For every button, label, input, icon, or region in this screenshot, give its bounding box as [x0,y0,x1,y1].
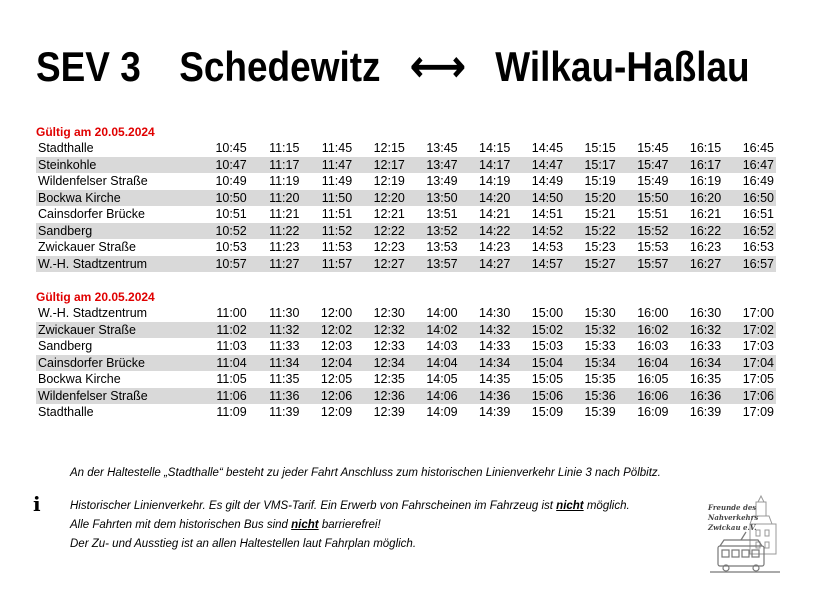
departure-time: 16:35 [689,372,722,386]
departure-time: 16:02 [618,322,671,339]
departure-time: 14:05 [426,372,458,386]
departure-time: 12:20 [354,190,407,207]
departure-time: 16:36 [670,388,723,405]
departure-time: 12:17 [354,157,407,174]
timetable-grid [36,140,776,272]
departure-time: 15:15 [584,141,616,155]
departure-time: 11:09 [216,405,247,419]
departure-time: 14:52 [512,223,565,240]
departure-time: 15:45 [637,141,669,155]
departure-time: 14:53 [531,240,564,254]
note-line: Der Zu- und Ausstieg ist an allen Haltestellen laut Fahrplan möglich. [70,538,417,550]
table-row [36,322,776,339]
stop-name: Wildenfelser Straße [36,388,196,405]
departure-time: 15:30 [584,306,616,320]
departure-time: 12:21 [373,207,405,221]
departure-time: 12:39 [373,405,405,419]
departure-time: 10:49 [215,174,247,188]
departure-time: 14:15 [479,141,511,155]
departure-time: 14:34 [460,355,513,372]
route-origin: Schedewitz [179,42,381,90]
departure-time: 16:19 [689,174,722,188]
departure-time: 15:09 [531,405,564,419]
info-notes [70,497,630,554]
departure-time: 11:51 [321,207,353,221]
departure-time: 15:23 [584,240,616,254]
departure-time: 12:06 [301,388,354,405]
departure-time: 14:00 [426,306,458,320]
departure-time: 12:27 [354,256,407,273]
departure-time: 14:27 [460,256,513,273]
departure-time: 11:52 [301,223,354,240]
connection-note: An der Haltestelle „Stadthalle“ besteht zu jeder Fahrt Anschluss zum historischen Linienverkehr Linie 3 nach Pölbitz. [70,467,661,479]
departure-time: 11:57 [301,256,354,273]
table-row [36,157,776,174]
departure-time: 14:30 [479,306,511,320]
departure-time: 13:53 [426,240,458,254]
departure-time: 11:35 [269,372,300,386]
departure-time: 15:33 [584,339,616,353]
stop-name: Zwickauer Straße [38,240,136,254]
departure-time: 13:47 [407,157,460,174]
note-text: barrierefrei! [318,519,381,531]
departure-time: 15:53 [637,240,669,254]
departure-time: 14:22 [460,223,513,240]
departure-time: 14:20 [460,190,513,207]
stop-name: Stadthalle [38,405,94,419]
departure-time: 16:09 [637,405,669,419]
note-emphasis: nicht [291,519,319,531]
table-row [36,239,776,256]
departure-time: 15:32 [565,322,618,339]
departure-time: 15:22 [565,223,618,240]
departure-time: 11:50 [301,190,354,207]
departure-time: 15:51 [637,207,669,221]
departure-time: 12:36 [354,388,407,405]
note-text: Alle Fahrten mit dem historischen Bus sind [70,519,292,531]
table-row [36,388,776,405]
departure-time: 12:00 [320,306,353,320]
timetable-outbound [36,124,776,272]
route-destination: Wilkau-Haßlau [495,42,750,90]
logo-text-line: Zwickau e.V. [708,523,757,532]
departure-time: 14:35 [479,372,511,386]
departure-time: 17:09 [742,405,774,419]
departure-time: 16:30 [689,306,722,320]
departure-time: 11:00 [216,306,247,320]
departure-time: 16:39 [689,405,722,419]
departure-time: 12:35 [373,372,405,386]
departure-time: 11:03 [216,339,247,353]
departure-time: 10:57 [196,256,249,273]
departure-time: 11:39 [269,405,300,419]
validity-label: Gültig am 20.05.2024 [36,125,155,139]
departure-time: 11:36 [249,388,302,405]
departure-time: 16:17 [670,157,723,174]
departure-time: 12:22 [354,223,407,240]
departure-time: 16:45 [742,141,774,155]
departure-time: 11:34 [249,355,302,372]
departure-time: 15:17 [565,157,618,174]
departure-time: 10:52 [196,223,249,240]
departure-time: 17:00 [742,306,774,320]
departure-time: 11:02 [196,322,249,339]
departure-time: 15:00 [531,306,564,320]
departure-time: 10:51 [215,207,247,221]
stop-name: Cainsdorfer Brücke [36,355,196,372]
stop-name: W.-H. Stadtzentrum [36,256,196,273]
stop-name: Bockwa Kirche [36,190,196,207]
departure-time: 11:05 [216,372,247,386]
departure-time: 14:33 [479,339,511,353]
table-row [36,190,776,207]
departure-time: 10:53 [215,240,247,254]
departure-time: 14:45 [531,141,564,155]
departure-time: 16:22 [670,223,723,240]
table-row [36,173,776,190]
departure-time: 14:03 [426,339,458,353]
departure-time: 15:02 [512,322,565,339]
departure-time: 13:45 [426,141,458,155]
departure-time: 12:03 [320,339,353,353]
departure-time: 11:21 [269,207,300,221]
departure-time: 14:36 [460,388,513,405]
departure-time: 15:57 [618,256,671,273]
departure-time: 16:15 [689,141,722,155]
departure-time: 16:53 [742,240,774,254]
note-line [70,516,630,535]
departure-time: 14:39 [479,405,511,419]
departure-time: 13:51 [426,207,458,221]
departure-time: 12:09 [320,405,353,419]
departure-time: 12:15 [373,141,405,155]
departure-time: 11:27 [249,256,302,273]
logo-text-line: Freunde des [708,503,757,512]
stop-name: Sandberg [36,223,196,240]
departure-time: 16:50 [723,190,776,207]
departure-time: 15:39 [584,405,616,419]
note-text: Historischer Linienverkehr. Es gilt der VMS-Tarif. Ein Erwerb von Fahrscheinen im Fahrzeug ist [70,500,557,512]
departure-time: 15:50 [618,190,671,207]
departure-time: 13:52 [407,223,460,240]
departure-time: 11:30 [269,306,300,320]
departure-time: 14:09 [426,405,458,419]
departure-time: 14:51 [531,207,564,221]
departure-time: 15:19 [584,174,616,188]
table-row [36,305,776,322]
table-row [36,140,776,157]
departure-time: 15:05 [531,372,564,386]
stop-name: Wildenfelser Straße [38,174,148,188]
departure-time: 13:50 [407,190,460,207]
departure-time: 11:04 [196,355,249,372]
departure-time: 15:20 [565,190,618,207]
page-title [36,38,750,91]
departure-time: 15:52 [618,223,671,240]
departure-time: 11:19 [269,174,300,188]
note-line [70,497,630,516]
departure-time: 15:35 [584,372,616,386]
departure-time: 16:03 [637,339,669,353]
departure-time: 12:32 [354,322,407,339]
association-logo [706,494,784,574]
departure-time: 11:22 [249,223,302,240]
table-row [36,338,776,355]
departure-time: 15:34 [565,355,618,372]
departure-time: 16:51 [742,207,774,221]
departure-time: 10:45 [215,141,247,155]
departure-time: 11:45 [321,141,353,155]
departure-time: 14:47 [512,157,565,174]
departure-time: 16:33 [689,339,722,353]
logo-text-line: Nahverkehrs [708,513,759,522]
departure-time: 16:00 [637,306,669,320]
departure-time: 14:17 [460,157,513,174]
table-row [36,256,776,273]
departure-time: 15:36 [565,388,618,405]
departure-time: 15:03 [531,339,564,353]
departure-time: 16:20 [670,190,723,207]
table-row [36,206,776,223]
departure-time: 11:53 [321,240,353,254]
departure-time: 14:21 [479,207,511,221]
departure-time: 11:32 [249,322,302,339]
departure-time: 16:57 [723,256,776,273]
validity-label: Gültig am 20.05.2024 [36,290,155,304]
departure-time: 17:05 [742,372,774,386]
departure-time: 12:19 [373,174,405,188]
departure-time: 14:57 [512,256,565,273]
departure-time: 11:49 [321,174,353,188]
departure-time: 13:57 [407,256,460,273]
departure-time: 12:05 [320,372,353,386]
stop-name: Bockwa Kirche [38,372,121,386]
stop-name: Stadthalle [38,141,94,155]
departure-time: 12:02 [301,322,354,339]
departure-time: 12:04 [301,355,354,372]
departure-time: 17:03 [742,339,774,353]
stop-name: Zwickauer Straße [36,322,196,339]
departure-time: 16:27 [670,256,723,273]
departure-time: 14:02 [407,322,460,339]
departure-time: 16:05 [637,372,669,386]
note-emphasis: nicht [556,500,584,512]
departure-time: 14:23 [479,240,511,254]
departure-time: 15:47 [618,157,671,174]
departure-time: 16:32 [670,322,723,339]
stop-name: Cainsdorfer Brücke [38,207,145,221]
stop-name: Sandberg [38,339,93,353]
departure-time: 14:06 [407,388,460,405]
departure-time: 16:52 [723,223,776,240]
departure-time: 17:04 [723,355,776,372]
departure-time: 16:47 [723,157,776,174]
departure-time: 11:15 [269,141,300,155]
departure-time: 15:21 [584,207,616,221]
departure-time: 14:49 [531,174,564,188]
departure-time: 15:04 [512,355,565,372]
table-row [36,223,776,240]
departure-time: 14:04 [407,355,460,372]
departure-time: 12:33 [373,339,405,353]
table-row [36,404,776,421]
timetable-return [36,289,776,421]
departure-time: 12:30 [373,306,405,320]
departure-time: 14:32 [460,322,513,339]
departure-time: 15:06 [512,388,565,405]
departure-time: 14:50 [512,190,565,207]
departure-time: 16:34 [670,355,723,372]
departure-time: 17:06 [723,388,776,405]
departure-time: 12:34 [354,355,407,372]
stop-name: W.-H. Stadtzentrum [38,306,148,320]
departure-time: 14:19 [479,174,511,188]
departure-time: 16:04 [618,355,671,372]
departure-time: 11:47 [301,157,354,174]
stop-name: Steinkohle [36,157,196,174]
timetable-grid [36,305,776,421]
departure-time: 10:47 [196,157,249,174]
line-number: SEV 3 [36,42,141,90]
departure-time: 16:49 [742,174,774,188]
note-text: möglich. [583,500,630,512]
departure-time: 11:33 [269,339,300,353]
table-row [36,355,776,372]
departure-time: 11:20 [249,190,302,207]
info-icon: i [33,492,41,516]
departure-time: 12:23 [373,240,405,254]
departure-time: 11:06 [196,388,249,405]
departure-time: 16:06 [618,388,671,405]
departure-time: 16:21 [689,207,722,221]
departure-time: 11:17 [249,157,302,174]
departure-time: 15:27 [565,256,618,273]
departure-time: 17:02 [723,322,776,339]
departure-time: 11:23 [269,240,300,254]
departure-time: 13:49 [426,174,458,188]
table-row [36,371,776,388]
bidirectional-arrow-icon: ⟷ [410,41,466,91]
departure-time: 15:49 [637,174,669,188]
departure-time: 10:50 [196,190,249,207]
departure-time: 16:23 [689,240,722,254]
